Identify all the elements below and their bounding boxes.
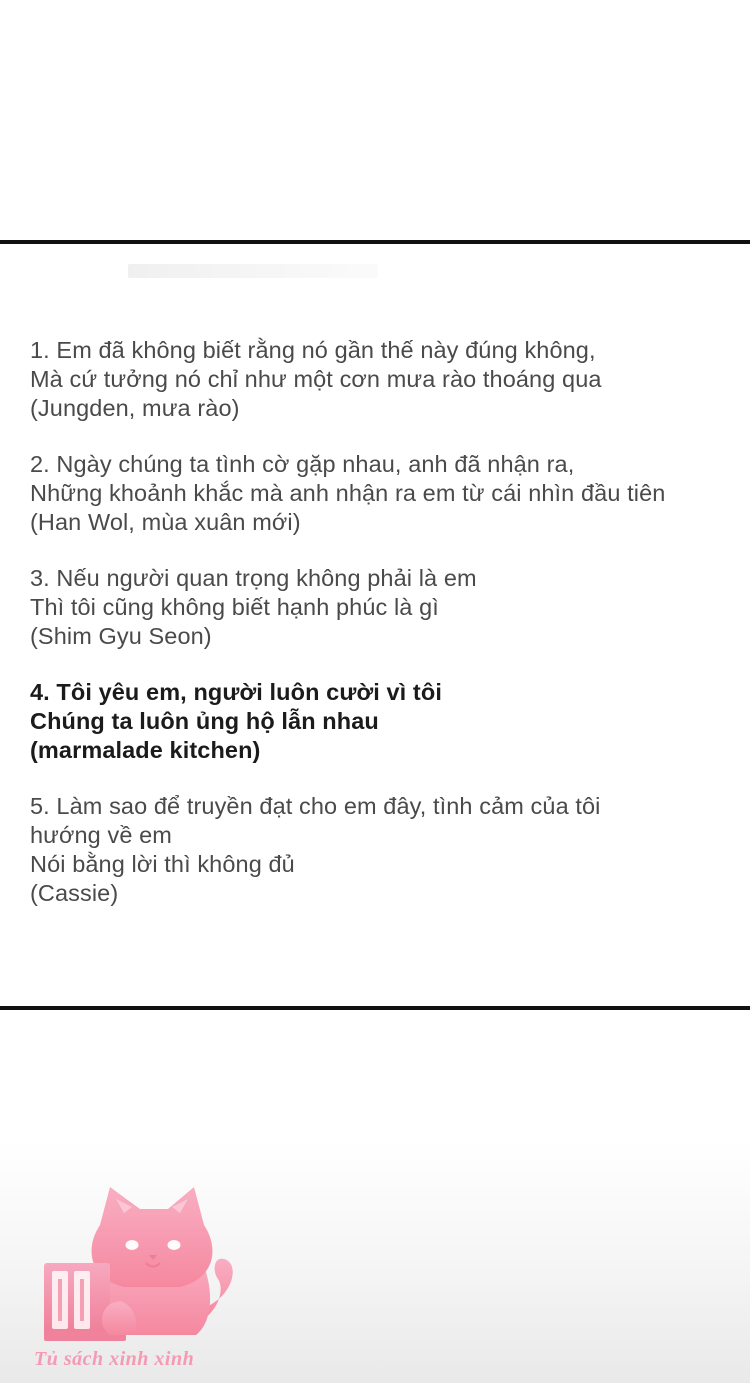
verse-line: (Jungden, mưa rào): [30, 395, 240, 421]
faded-text-artifact: [128, 264, 378, 278]
verse-line: 5. Làm sao để truyền đạt cho em đây, tình cảm của tôi: [30, 793, 601, 819]
verse-item: [30, 792, 732, 908]
verse-line: hướng về em: [30, 822, 172, 848]
verse-line: Chúng ta luôn ủng hộ lẫn nhau: [30, 708, 379, 734]
verse-line: Mà cứ tưởng nó chỉ như một cơn mưa rào thoáng qua: [30, 366, 602, 392]
verse-line: Những khoảnh khắc mà anh nhận ra em từ cái nhìn đầu tiên: [30, 480, 666, 506]
pink-cat-icon: [28, 1167, 258, 1377]
top-blank-area: [0, 0, 750, 240]
verse-line: 1. Em đã không biết rằng nó gần thế này đúng không,: [30, 337, 596, 363]
verse-line: (Shim Gyu Seon): [30, 623, 212, 649]
verse-line: (Cassie): [30, 880, 119, 906]
verse-line: Nói bằng lời thì không đủ: [30, 851, 295, 877]
verse-line: 4. Tôi yêu em, người luôn cười vì tôi: [30, 679, 442, 705]
verse-item: [30, 564, 732, 651]
verse-line: (Han Wol, mùa xuân mới): [30, 509, 301, 535]
watermark-text: Tủ sách xinh xinh: [34, 1348, 195, 1370]
verse-line: Thì tôi cũng không biết hạnh phúc là gì: [30, 594, 439, 620]
verse-line: 2. Ngày chúng ta tình cờ gặp nhau, anh đã nhận ra,: [30, 451, 575, 477]
verse-item: [30, 450, 732, 537]
verse-item: [30, 336, 732, 423]
verse-line: (marmalade kitchen): [30, 737, 261, 763]
bottom-watermark-area: [0, 1010, 750, 1383]
verse-list: [30, 336, 732, 908]
lyrics-panel: [0, 240, 750, 1010]
verse-item-highlighted: [30, 678, 732, 765]
verse-line: 3. Nếu người quan trọng không phải là em: [30, 565, 477, 591]
